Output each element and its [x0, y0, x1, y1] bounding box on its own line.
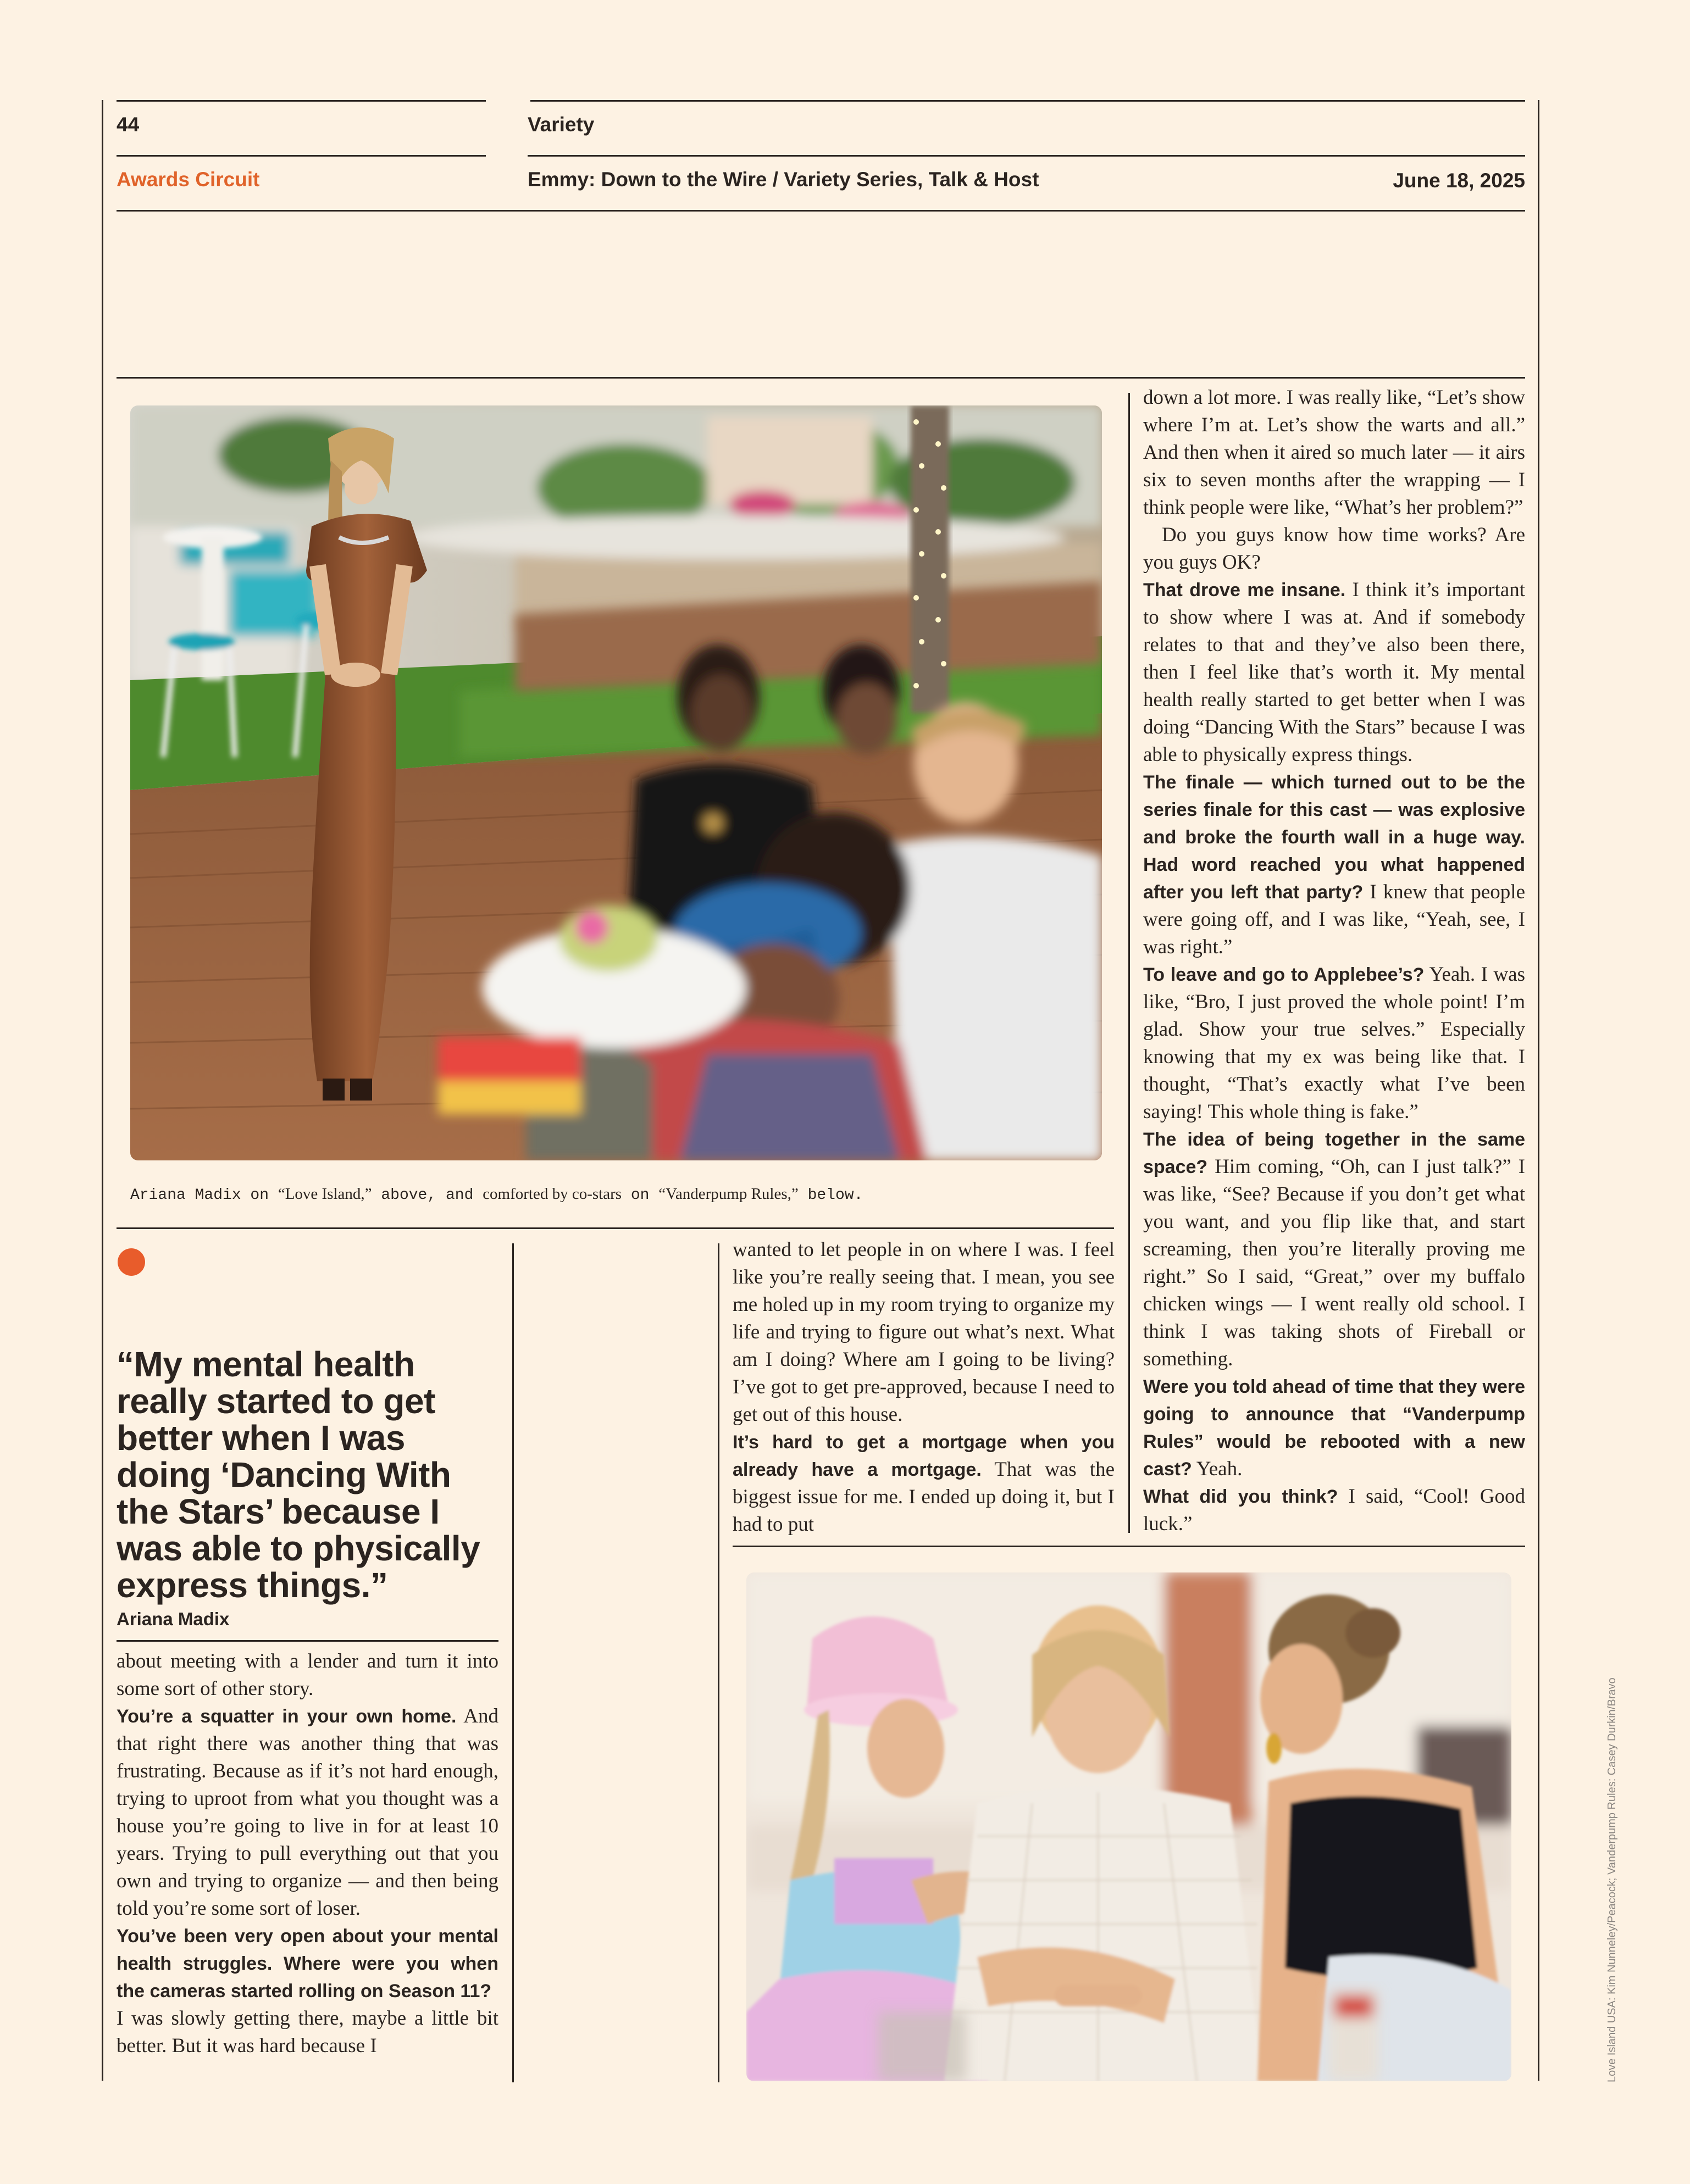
- interview-answer: about meeting with a lender and turn it into some sort of other story.: [117, 1650, 498, 1700]
- article-column-left: [117, 1648, 498, 2087]
- interview-answer: wanted to let people in on where I was. I feel like you’re really seeing that. I mean, you see me holed up in my room trying to organize my life and trying to figure out what’s next. What am I doing? Where am I going to be living? I’ve got to get pre-approved, because I need to get out of this house.: [733, 1238, 1115, 1426]
- interview-answer: Yeah.: [1192, 1458, 1243, 1480]
- caption-show-title-2: “Vanderpump Rules,”: [658, 1185, 799, 1203]
- vanderpump-rules-photo: [746, 1572, 1511, 2081]
- interview-answer: That was the biggest issue for me. I ended up doing it, but I had to put: [733, 1458, 1115, 1536]
- interview-question: To leave and go to Applebee’s?: [1143, 964, 1425, 985]
- article-column-right: [1143, 384, 1525, 1538]
- interview-question: You’ve been very open about your mental health struggles. Where were you when the cameras started rolling on Season 11?: [117, 1926, 498, 2002]
- caption-text-5: below.: [798, 1187, 863, 1204]
- article-paragraph: [1143, 576, 1525, 769]
- section-label[interactable]: Awards Circuit: [117, 168, 260, 191]
- interview-answer: I was slowly getting there, maybe a little bit better. But it was hard because I: [117, 2007, 498, 2057]
- article-paragraph: [117, 1922, 498, 2005]
- article-paragraph: [733, 1236, 1115, 1429]
- caption-text-4: on: [622, 1187, 659, 1204]
- photo-credit: Love Island USA: Kim Nunneley/Peacock; Vanderpump Rules: Casey Durkin/Bravo: [1606, 1677, 1618, 2082]
- section-headline: Emmy: Down to the Wire / Variety Series, Talk & Host: [528, 168, 1039, 191]
- pull-quote-bullet: [118, 1248, 145, 1276]
- interview-question: Were you told ahead of time that they were going to announce that “Vanderpump Rules” would be rebooted with a new cast?: [1143, 1376, 1525, 1480]
- article-paragraph: [1143, 769, 1525, 961]
- interview-answer: Yeah. I was like, “Bro, I just proved the whole point! I’m glad. Show your true selves.” Especially knowing that my ex was being like that. I thought, “That’s exactly what I’ve been saying! This whole thing is fake.”: [1143, 963, 1525, 1123]
- article-column-middle: [733, 1236, 1115, 1541]
- interview-question: The idea of being together in the same space?: [1143, 1129, 1525, 1177]
- interview-answer: I think it’s important to show where I was at. And if somebody relates to that and they’ve also been there, then I feel like that’s worth it. My mental health really started to get better when I was doing “Dancing With the Stars” because I was able to physically express things.: [1143, 579, 1525, 766]
- interview-answer: And that right there was another thing that was frustrating. Because as if it’s not hard enough, trying to uproot from what you thought was a house you’re going to live in for at least 10 years. Trying to pull everything out that you own and trying to organize — and then being told you’re some sort of loser.: [117, 1705, 498, 1920]
- interview-answer: Him coming, “Oh, can I just talk?” I was like, “See? Because if you don’t get what you want, and you flip like that, and start screaming, then you’re literally proving me right.” So I said, “Great,” over my buffalo chicken wings — I went really old school. I think I was taking shots of Fireball or something.: [1143, 1155, 1525, 1370]
- article-paragraph: [1143, 1483, 1525, 1538]
- article-paragraph: [733, 1429, 1115, 1538]
- issue-date: June 18, 2025: [1393, 169, 1525, 192]
- interview-question: You’re a squatter in your own home.: [117, 1706, 457, 1727]
- caption-text-1: Ariana Madix on: [130, 1187, 278, 1204]
- photo-caption: [130, 1185, 863, 1204]
- caption-text-2: above, and: [372, 1187, 483, 1204]
- interview-answer: I knew that people were going off, and I was like, “Yeah, see, I was right.”: [1143, 881, 1525, 958]
- article-paragraph: [117, 1703, 498, 1922]
- interview-answer: I said, “Cool! Good luck.”: [1143, 1485, 1525, 1535]
- caption-show-title-1: “Love Island,”: [278, 1185, 372, 1203]
- interview-question: The finale — which turned out to be the series finale for this cast — was explosive and broke the fourth wall in a huge way. Had word reached you what happened after you left that party?: [1143, 772, 1525, 903]
- pull-quote-attribution: Ariana Madix: [117, 1609, 230, 1629]
- pull-quote: “My mental health really started to get better when I was doing ‘Dancing With the Stars’ because I was able to physically express things.”: [117, 1344, 480, 1605]
- interview-question: What did you think?: [1143, 1486, 1338, 1507]
- publication-name: Variety: [528, 113, 595, 136]
- article-paragraph: [1143, 384, 1525, 521]
- article-paragraph: [1143, 1373, 1525, 1483]
- caption-text-3: comforted by co-stars: [483, 1185, 622, 1203]
- article-paragraph: [1143, 521, 1525, 576]
- interview-answer: Do you guys know how time works? Are you guys OK?: [1143, 524, 1525, 574]
- interview-question: That drove me insane.: [1143, 580, 1346, 601]
- interview-answer: down a lot more. I was really like, “Let’s show where I’m at. Let’s show the warts and all.” And then when it aired so much later — it airs six to seven months after the wrapping — I think people were like, “What’s her problem?”: [1143, 386, 1525, 519]
- article-paragraph: [117, 2005, 498, 2060]
- page-number: 44: [117, 113, 140, 136]
- article-paragraph: [1143, 961, 1525, 1126]
- interview-question: It’s hard to get a mortgage when you already have a mortgage.: [733, 1432, 1115, 1480]
- love-island-photo: [130, 405, 1102, 1160]
- article-paragraph: [117, 1648, 498, 1703]
- article-paragraph: [1143, 1126, 1525, 1373]
